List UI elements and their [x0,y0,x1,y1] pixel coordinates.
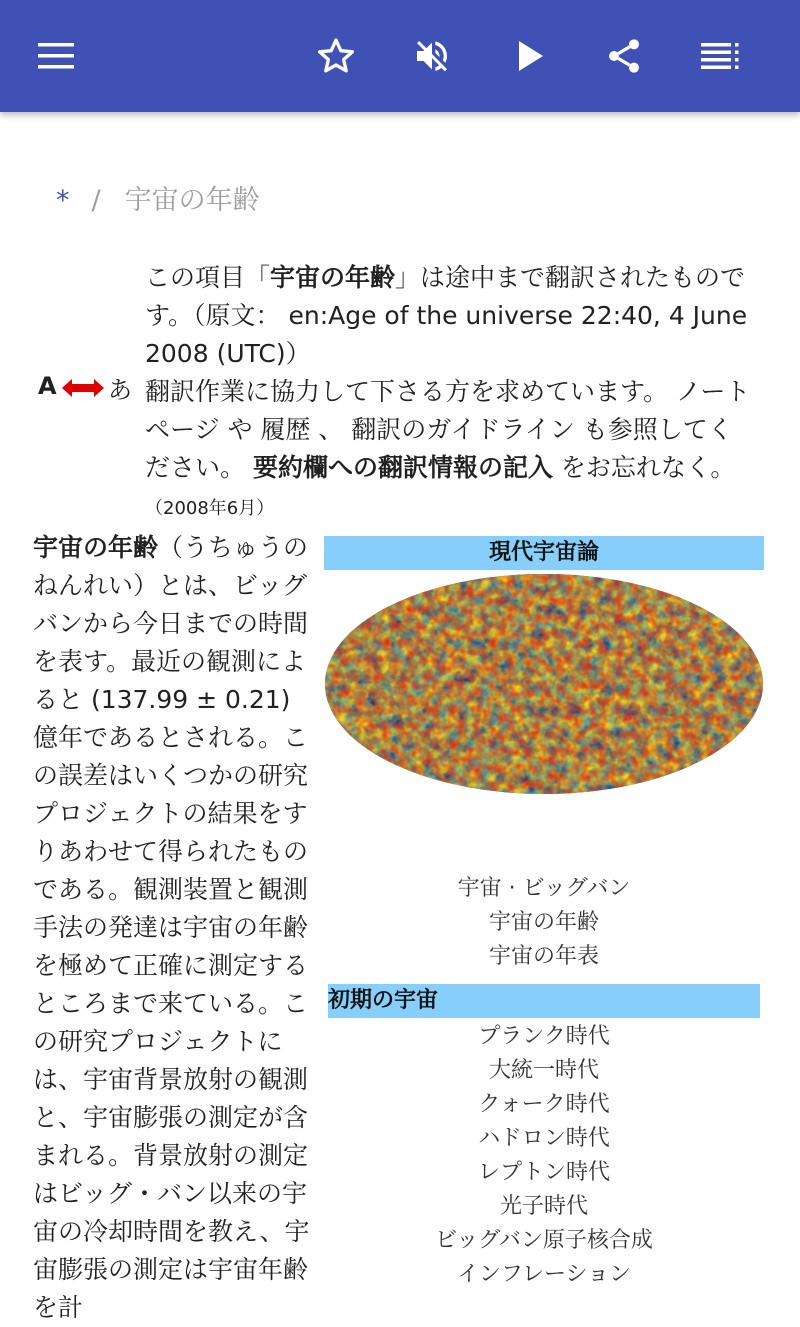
notice-source-link[interactable]: en:Age of the universe 22:40, 4 June 2008 (UTC) [145,301,748,368]
table-of-contents-icon[interactable] [696,32,744,80]
menu-icon[interactable] [32,32,80,80]
infobox-link[interactable]: 宇宙の年齢 [488,910,599,935]
translation-notice [145,259,755,528]
era-item[interactable]: プランク時代 [478,1024,610,1049]
era-item[interactable]: レプトン時代 [477,1160,610,1185]
notice-text: 」は途中まで翻訳されたものです。（原文： [145,263,746,330]
article-text: （うちゅうのねんれい）とは、ビッグバンから今日までの時間を表す。最近の観測によると (137.99 ± 0.21) 億年であるとされる。この誤差はいくつかの研究プロジェクトの結果をすりあわせて得られたものである。観測装置と観測手法の発達は宇宙の年齢を極めて正確に測定するところまで来ている。この研究プロジェクトには、宇宙背景放射の観測と、宇宙膨張の測定が含まれる。背景放射の測定はビッグ・バン以来の宇宙の冷却時間を教え、宇宙膨張の測定は宇宙年齢を計 [33,533,310,1322]
notice-text: をお忘れなく。 [552,453,736,482]
breadcrumb [56,178,260,217]
play-icon[interactable] [506,32,554,80]
notice-title: 宇宙の年齢 [270,263,396,292]
infobox-section-early-universe: 初期の宇宙 [328,984,760,1018]
cmb-map-image[interactable] [324,573,764,795]
translation-icon-ah: あ [108,376,132,404]
breadcrumb-separator: / [91,185,101,216]
era-item[interactable]: クォーク時代 [478,1092,610,1117]
notice-text: ） [285,339,311,368]
infobox-link[interactable]: 宇宙の年表 [488,944,599,969]
notice-bold-link[interactable]: 要約欄への翻訳情報の記入 [252,453,553,482]
infobox-links [324,872,764,974]
era-item[interactable]: ビッグバン原子核合成 [435,1228,653,1253]
notice-date: （2008年6月） [145,498,275,519]
double-arrow-icon [61,378,105,398]
infobox-title: 現代宇宙論 [324,536,764,570]
notice-text: 翻訳作業に協力して下さる方を求めています。 ノートページ や 履歴 、 翻訳のガイドライン も参照してください。 [145,377,751,482]
era-item[interactable]: 光子時代 [499,1194,588,1219]
star-outline-icon[interactable] [312,32,360,80]
volume-off-icon[interactable] [408,32,456,80]
notice-text: この項目「 [145,263,271,292]
infobox [324,536,764,570]
translation-icon [38,372,138,406]
era-item[interactable]: インフレーション [456,1262,632,1287]
article-term: 宇宙の年齢 [33,533,159,562]
breadcrumb-home[interactable]: * [56,185,70,216]
app-bar [0,0,800,112]
share-icon[interactable] [600,32,648,80]
translation-icon-a: A [38,372,57,400]
article-body [33,529,323,1327]
breadcrumb-current: 宇宙の年齢 [124,185,260,216]
era-item[interactable]: 大統一時代 [488,1058,599,1083]
era-list [328,1020,760,1292]
infobox-link[interactable]: 宇宙 · ビッグバン [457,876,631,901]
era-item[interactable]: ハドロン時代 [478,1126,610,1151]
